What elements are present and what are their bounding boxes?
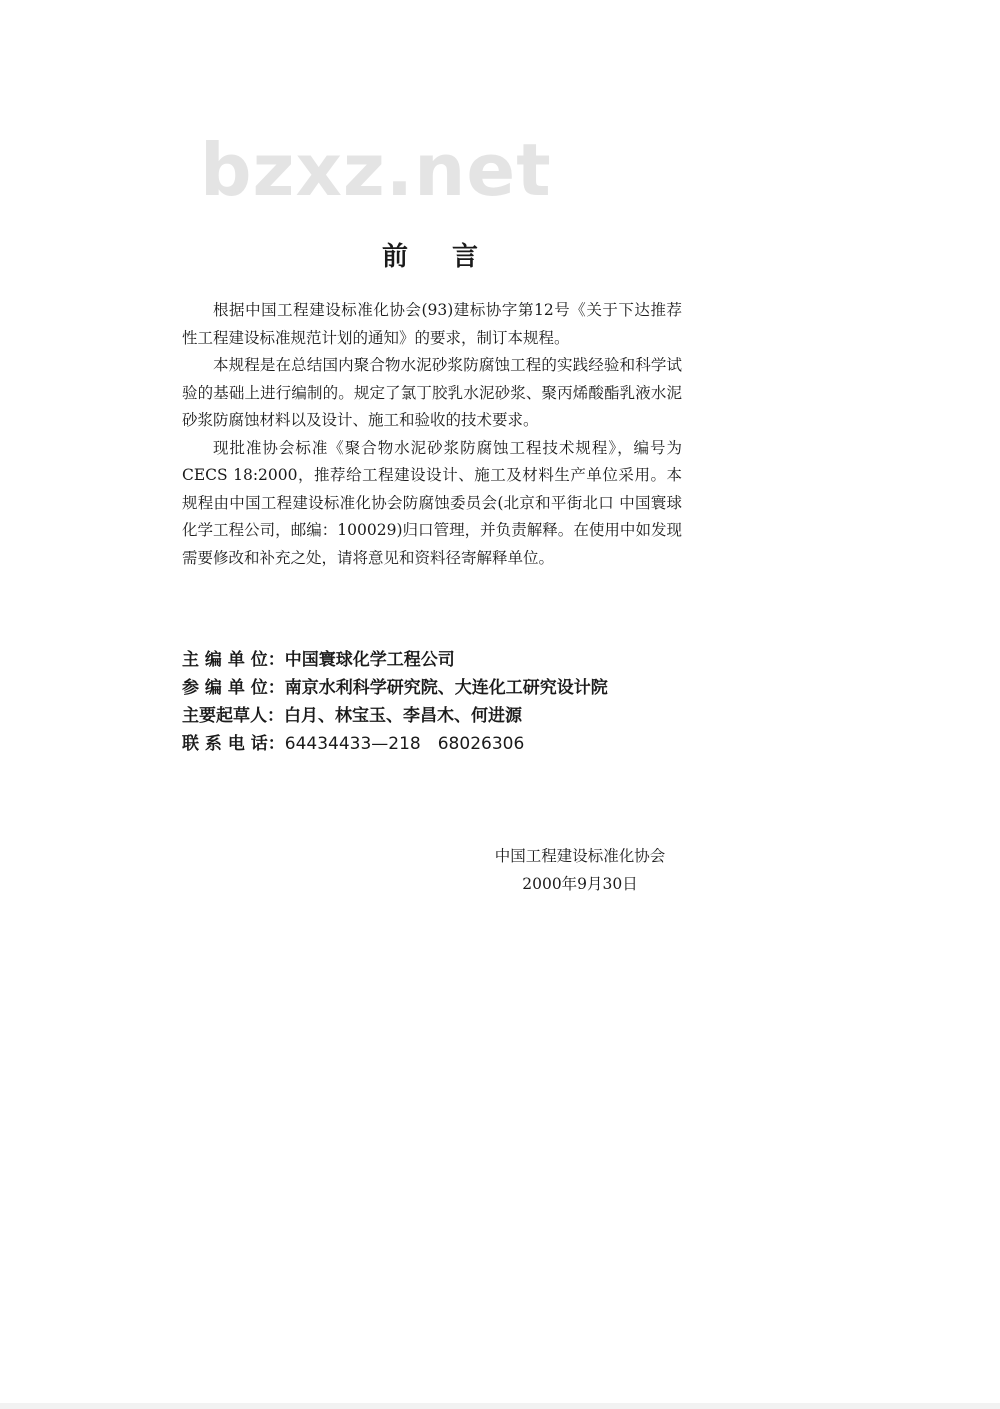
paragraph: 根据中国工程建设标准化协会(93)建标协字第12号《关于下达推荐性工程建设标准规范计划的通知》的要求，制订本规程。 xyxy=(182,301,682,347)
co-editor-value: 南京水利科学研究院、大连化工研究设计院 xyxy=(284,678,608,698)
co-editor-label: 参 编 单 位： xyxy=(182,678,285,698)
signature-block xyxy=(470,842,690,898)
credits-block xyxy=(182,646,702,758)
phone-value: 64434433—218 68026306 xyxy=(284,734,525,754)
chief-editor-row xyxy=(182,646,702,674)
page-title: 前言 xyxy=(381,242,522,272)
paragraph: 现批准协会标准《聚合物水泥砂浆防腐蚀工程技术规程》，编号为CECS 18:2000，推荐给工程建设设计、施工及材料生产单位采用。本规程由中国工程建设标准化协会防腐蚀委员会(北京和平街北口 中国寰球化学工程公司，邮编：100029)归口管理，并负责解释。在使用中如发现需要修改和补充之处，请将意见和资料径寄解释单位。 xyxy=(182,438,682,567)
watermark: bzxz.net xyxy=(200,128,552,212)
phone-row xyxy=(182,730,702,758)
paragraph: 本规程是在总结国内聚合物水泥砂浆防腐蚀工程的实践经验和科学试验的基础上进行编制的。规定了氯丁胶乳水泥砂浆、聚丙烯酸酯乳液水泥砂浆防腐蚀材料以及设计、施工和验收的技术要求。 xyxy=(182,356,682,429)
chief-editor-label: 主 编 单 位： xyxy=(182,650,285,670)
phone-label: 联 系 电 话： xyxy=(182,734,285,754)
drafters-value: 白月、林宝玉、李昌木、何进源 xyxy=(284,706,522,726)
signature-org: 中国工程建设标准化协会 xyxy=(494,847,666,865)
drafters-row xyxy=(182,702,702,730)
co-editor-row xyxy=(182,674,702,702)
preface-body xyxy=(182,297,682,572)
chief-editor-value: 中国寰球化学工程公司 xyxy=(284,650,455,670)
page-edge xyxy=(0,1403,1000,1409)
signature-date: 2000年9月30日 xyxy=(522,875,638,893)
drafters-label: 主要起草人： xyxy=(182,706,284,726)
